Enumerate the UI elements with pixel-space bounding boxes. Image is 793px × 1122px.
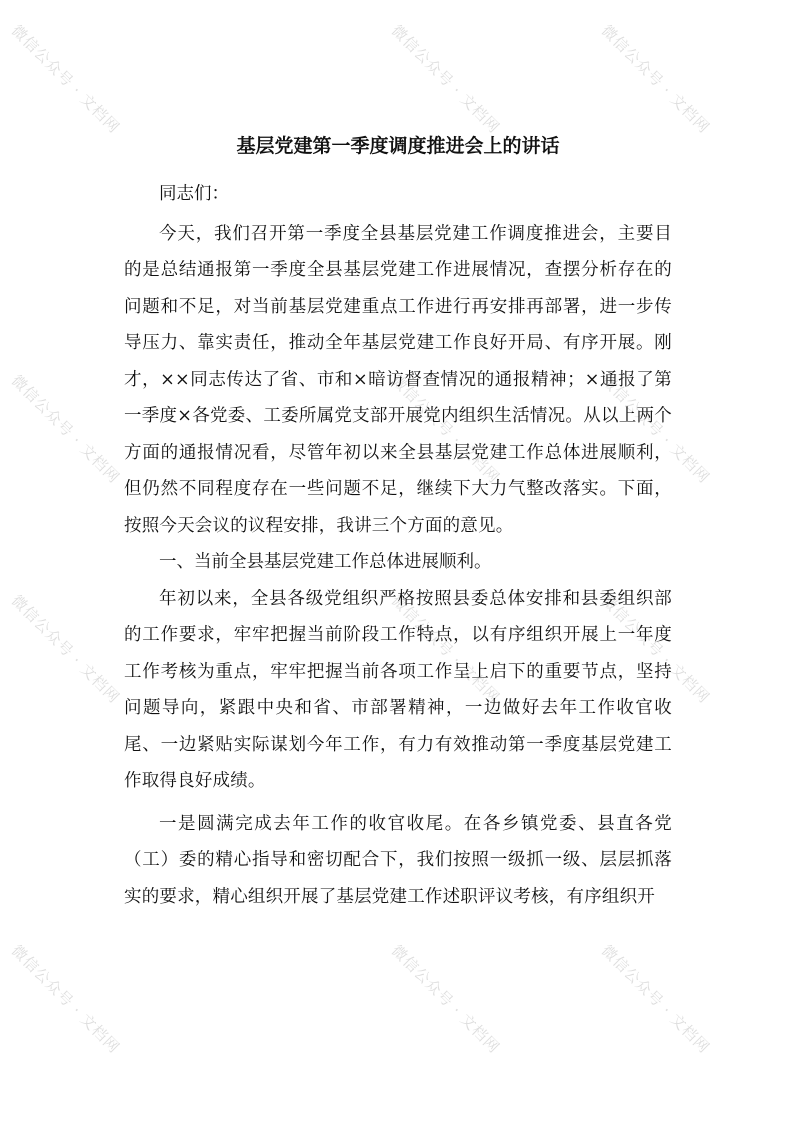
watermark-text: 微信公众号 · 文档网: [597, 371, 714, 487]
watermark-text: 微信公众号 · 文档网: [597, 941, 714, 1057]
body-paragraph: 一是圆满完成去年工作的收官收尾。在各乡镇党委、县直各党（工）委的精心指导和密切配合下，我们按照一级抓一级、层层抓落实的要求，精心组织开展了基层党建工作述职评议考核，有序组织开: [124, 813, 672, 907]
watermark-text: 微信公众号 · 文档网: [387, 941, 504, 1057]
section-heading: 一、当前全县基层党建工作总体进展顺利。: [159, 552, 492, 572]
watermark-text: 微信公众号 · 文档网: [597, 21, 714, 137]
document-body: [124, 132, 672, 915]
watermark-text: 微信公众号 · 文档网: [7, 371, 124, 487]
watermark-text: 微信公众号 · 文档网: [7, 21, 124, 137]
watermark-text: 微信公众号 · 文档网: [387, 21, 504, 137]
intro-paragraph: 今天，我们召开第一季度全县基层党建工作调度推进会，主要目的是总结通报第一季度全县基层党建工作进展情况，查摆分析存在的问题和不足，对当前基层党建重点工作进行再安排再部署，进一步传导压力、靠实责任，推动全年基层党建工作良好开局、有序开展。刚才，××同志传达了省、市和×暗访督查情况的通报精神；×通报了第一季度×各党委、工委所属党支部开展党内组织生活情况。从以上两个方面的通报情况看，尽管年初以来全县基层党建工作总体进展顺利，但仍然不同程度存在一些问题不足，继续下大力气整改落实。下面，按照今天会议的议程安排，我讲三个方面的意见。: [124, 223, 672, 536]
body-paragraph: 年初以来，全县各级党组织严格按照县委总体安排和县委组织部的工作要求，牢牢把握当前阶段工作特点，以有序组织开展上一年度工作考核为重点，牢牢把握当前各项工作呈上启下的重要节点，坚持问题导向，紧跟中央和省、市部署精神，一边做好去年工作收官收尾、一边紧贴实际谋划今年工作，有力有效推动第一季度基层党建工作取得良好成绩。: [124, 588, 672, 791]
watermark-text: 微信公众号 · 文档网: [387, 371, 504, 487]
watermark-text: 微信公众号 · 文档网: [7, 941, 124, 1057]
watermark-text: 微信公众号 · 文档网: [7, 591, 124, 707]
document-title: 基层党建第一季度调度推进会上的讲话: [236, 135, 560, 157]
salutation: 同志们：: [159, 184, 229, 204]
watermark-text: 微信公众号 · 文档网: [387, 591, 504, 707]
watermark-text: 微信公众号 · 文档网: [597, 591, 714, 707]
